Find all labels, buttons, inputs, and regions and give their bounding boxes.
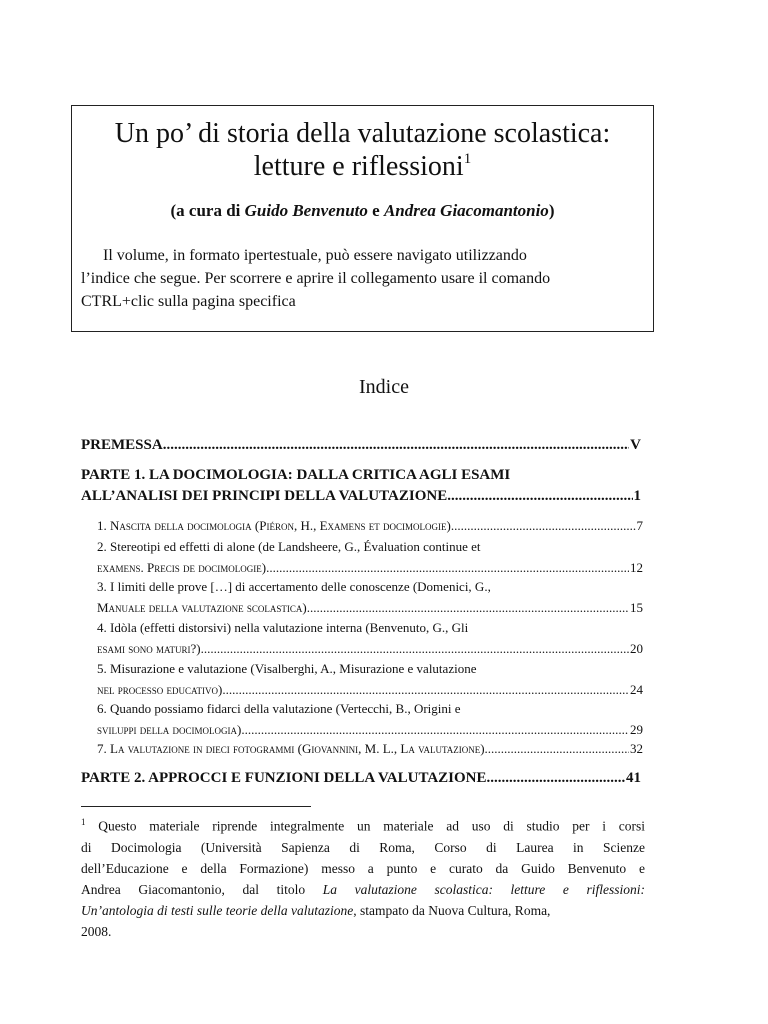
toc-leader-dots [487, 770, 625, 787]
toc-leader-dots [485, 741, 629, 757]
intro-line-3: CTRL+clic sulla pagina specifica [81, 293, 296, 310]
footnote [81, 812, 645, 942]
toc-leader-dots [451, 518, 636, 534]
footnote-line-4 [81, 879, 645, 900]
toc-page-number: 32 [630, 741, 643, 756]
toc-entry-label: esami sono maturi?) [97, 641, 201, 656]
toc-entry-label: nel processo educativo) [97, 682, 223, 697]
toc-leader-dots [163, 437, 629, 454]
editors-line [72, 201, 653, 221]
title-footnote-link[interactable]: 1 [463, 151, 472, 167]
toc-entry-item-2[interactable] [97, 560, 643, 576]
footnote-line-6: 2008. [81, 923, 112, 939]
toc-entry-parte1-line1[interactable]: PARTE 1. LA DOCIMOLOGIA: DALLA CRITICA AGLI ESAMI [81, 467, 511, 483]
toc-leader-dots [201, 641, 629, 657]
toc-entry-item-5[interactable] [97, 682, 643, 698]
footnote-mark: 1 [81, 817, 86, 827]
toc-entry-item-4[interactable] [97, 641, 643, 657]
toc-leader-dots [307, 600, 629, 616]
intro-line-1: Il volume, in formato ipertestuale, può essere navigato utilizzando [103, 247, 527, 264]
toc-entry-item-3[interactable] [97, 600, 643, 616]
footnote-line-5 [81, 900, 645, 921]
toc-entry-item-4-line1[interactable]: 4. Idòla (effetti distorsivi) nella valutazione interna (Benvenuto, G., Gli [97, 620, 469, 635]
toc-page-number: 1 [633, 488, 641, 504]
toc-entry-item-2-line1[interactable]: 2. Stereotipi ed effetti di alone (de Landsheere, G., Évaluation continue et [97, 539, 481, 554]
toc-page-number: 12 [630, 560, 643, 575]
footnote-book-title-2: Un’antologia di testi sulle teorie della valutazione [81, 902, 354, 918]
footnote-line-1 [81, 812, 645, 837]
footnote-line-3: dell’Educazione e della Formazione) messo a punto e curato da Guido Benvenuto e [81, 860, 645, 876]
toc-entry-item-1[interactable] [97, 518, 643, 534]
document-title-line-2 [72, 151, 653, 183]
footnote-separator [81, 806, 311, 807]
footnote-book-title-1: La valutazione scolastica: letture e riflessioni: [322, 881, 645, 897]
toc-entry-label: 7. La valutazione in dieci fotogrammi (Giovannini, M. L., La valutazione) [97, 741, 485, 756]
toc-entry-item-7[interactable] [97, 741, 643, 757]
toc-entry-parte2[interactable] [81, 770, 641, 787]
toc-entry-label: PREMESSA [81, 437, 163, 453]
toc-entry-label: PARTE 2. APPROCCI E FUNZIONI DELLA VALUTAZIONE [81, 770, 487, 786]
toc-entry-label: Manuale della valutazione scolastica) [97, 600, 307, 615]
toc-leader-dots [447, 488, 632, 505]
intro-paragraph [81, 244, 649, 313]
toc-entry-item-6-line1[interactable]: 6. Quando possiamo fidarci della valutazione (Vertecchi, B., Origini e [97, 701, 461, 716]
toc-page-number: 15 [630, 600, 643, 615]
toc-entry-premessa[interactable] [81, 437, 641, 454]
toc-entry-item-5-line1[interactable]: 5. Misurazione e valutazione (Visalberghi, A., Misurazione e valutazione [97, 661, 477, 676]
editor-name-1: Guido Benvenuto [244, 201, 368, 220]
toc-entry-parte1[interactable] [81, 488, 641, 505]
toc-page-number: 20 [630, 641, 643, 656]
toc-leader-dots [241, 722, 629, 738]
editors-conjunction: e [367, 201, 384, 220]
editor-name-2: Andrea Giacomantonio [383, 201, 549, 220]
toc-entry-label: ALL’ANALISI DEI PRINCIPI DELLA VALUTAZIONE [81, 488, 448, 504]
footnote-text-4: Andrea Giacomantonio, dal titolo [81, 881, 323, 897]
toc-entry-label: 1. Nascita della docimologia (Piéron, H., Examens et docimologie) [97, 518, 451, 533]
document-title-line-1: Un po’ di storia della valutazione scolastica: [114, 118, 611, 149]
toc-leader-dots [222, 682, 629, 698]
footnote-text-5: , stampato da Nuova Cultura, Roma, [353, 902, 551, 918]
footnote-text-1: Questo materiale riprende integralmente un materiale ad uso di studio per i corsi [98, 818, 645, 834]
intro-line-2: l’indice che segue. Per scorrere e aprire il collegamento usare il comando [81, 270, 551, 287]
toc-page-number: 7 [636, 518, 643, 533]
index-heading: Indice [359, 376, 409, 398]
footnote-line-2: di Docimologia (Università Sapienza di Roma, Corso di Laurea in Scienze [81, 839, 645, 855]
toc-leader-dots [266, 560, 629, 576]
editors-prefix: (a cura di [170, 201, 245, 220]
title-box [71, 105, 654, 332]
document-title-text: letture e riflessioni [253, 151, 464, 182]
toc-entry-label: examens. Precis de docimologie) [97, 560, 267, 575]
toc-page-number: 24 [630, 682, 643, 697]
toc-entry-label: sviluppi della docimologia) [97, 722, 242, 737]
toc-page-number: 41 [626, 770, 641, 786]
toc-entry-item-3-line1[interactable]: 3. I limiti delle prove […] di accertamento delle conoscenze (Domenici, G., [97, 579, 491, 594]
toc-page-number: 29 [630, 722, 643, 737]
toc-page-number: V [630, 437, 641, 453]
toc-entry-item-6[interactable] [97, 722, 643, 738]
editors-suffix: ) [548, 201, 555, 220]
